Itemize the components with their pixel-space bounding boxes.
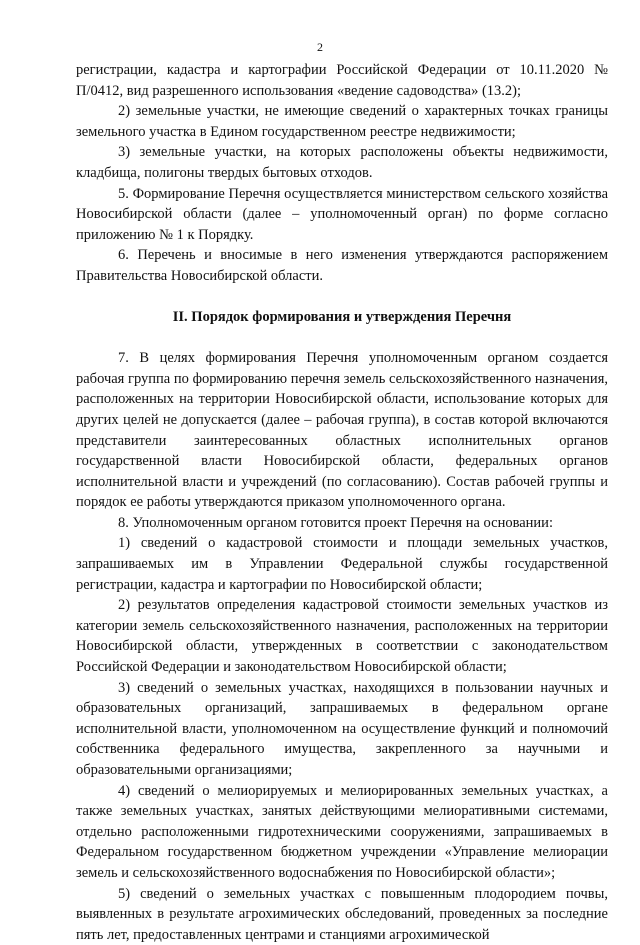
paragraph-clause-5: 5. Формирование Перечня осуществляется министерством сельского хозяйства Новосибирской области (далее – уполномоченный орган) по форме согласно приложению № 1 к Порядку. bbox=[76, 185, 608, 243]
section-heading: II. Порядок формирования и утверждения Перечня bbox=[172, 308, 512, 325]
paragraph-clause-7: 7. В целях формирования Перечня уполномоченным органом создается рабочая группа по формированию перечня земель сельскохозяйственного назначения, расположенных на территории Новосибирской области, использование которых для других целей не допускается (далее – рабочая группа), в состав которой включаются представители заинтересованных областных исполнительных органов государственной власти Новосибирской области, федеральных органов исполнительной власти и учреждений (по согласованию). Состав рабочей группы и порядок ее работы утверждаются приказом уполномоченного органа. bbox=[76, 350, 608, 511]
paragraph-sub-2: 2) результатов определения кадастровой стоимости земельных участков из категории земель сельскохозяйственного назначения, расположенных на территории Новосибирской области, утвержденных в соответствии с законодательством Российской Федерации и законодательством Новосибирской области; bbox=[76, 597, 608, 676]
document-body bbox=[76, 60, 608, 945]
paragraph-continuation: регистрации, кадастра и картографии Российской Федерации от 10.11.2020 № П/0412, вид разрешенного использования «ведение садоводства» (13.2); bbox=[76, 62, 608, 99]
paragraph-sub-5: 5) сведений о земельных участках с повышенным плодородием почвы, выявленных в результате агрохимических обследований, проведенных за последние пять лет, предоставленных центрами и станциями агрохимической bbox=[76, 885, 608, 943]
paragraph-clause-8: 8. Уполномоченным органом готовится проект Перечня на основании: bbox=[118, 514, 553, 531]
paragraph-clause-6: 6. Перечень и вносимые в него изменения утверждаются распоряжением Правительства Новосибирской области. bbox=[76, 247, 608, 284]
paragraph-sub-1: 1) сведений о кадастровой стоимости и площади земельных участков, запрашиваемых им в Управлении Федеральной службы государственной регистрации, кадастра и картографии по Новосибирской области; bbox=[76, 535, 608, 593]
paragraph-sub-3: 3) сведений о земельных участках, находящихся в пользовании научных и образовательных организаций, запрашиваемых в федеральном органе исполнительной власти, уполномоченном на осуществление функций и полномочий собственника федерального имущества, закрепленного за научными и образовательными организациями; bbox=[76, 679, 608, 778]
paragraph-sub-4: 4) сведений о мелиорируемых и мелиорированных земельных участках, а также земельных участках, занятых действующими мелиоративными системами, отдельно расположенными гидротехническими сооружениями, запрашиваемых в Федеральном государственном бюджетном учреждении «Управление мелиорации земель и сельскохозяйственного водоснабжения по Новосибирской области»; bbox=[76, 782, 608, 881]
paragraph-item-3: 3) земельные участки, на которых расположены объекты недвижимости, кладбища, полигоны твердых бытовых отходов. bbox=[76, 144, 608, 181]
paragraph-item-2: 2) земельные участки, не имеющие сведений о характерных точках границы земельного участка в Едином государственном реестре недвижимости; bbox=[76, 103, 608, 140]
page-number: 2 bbox=[317, 40, 323, 54]
